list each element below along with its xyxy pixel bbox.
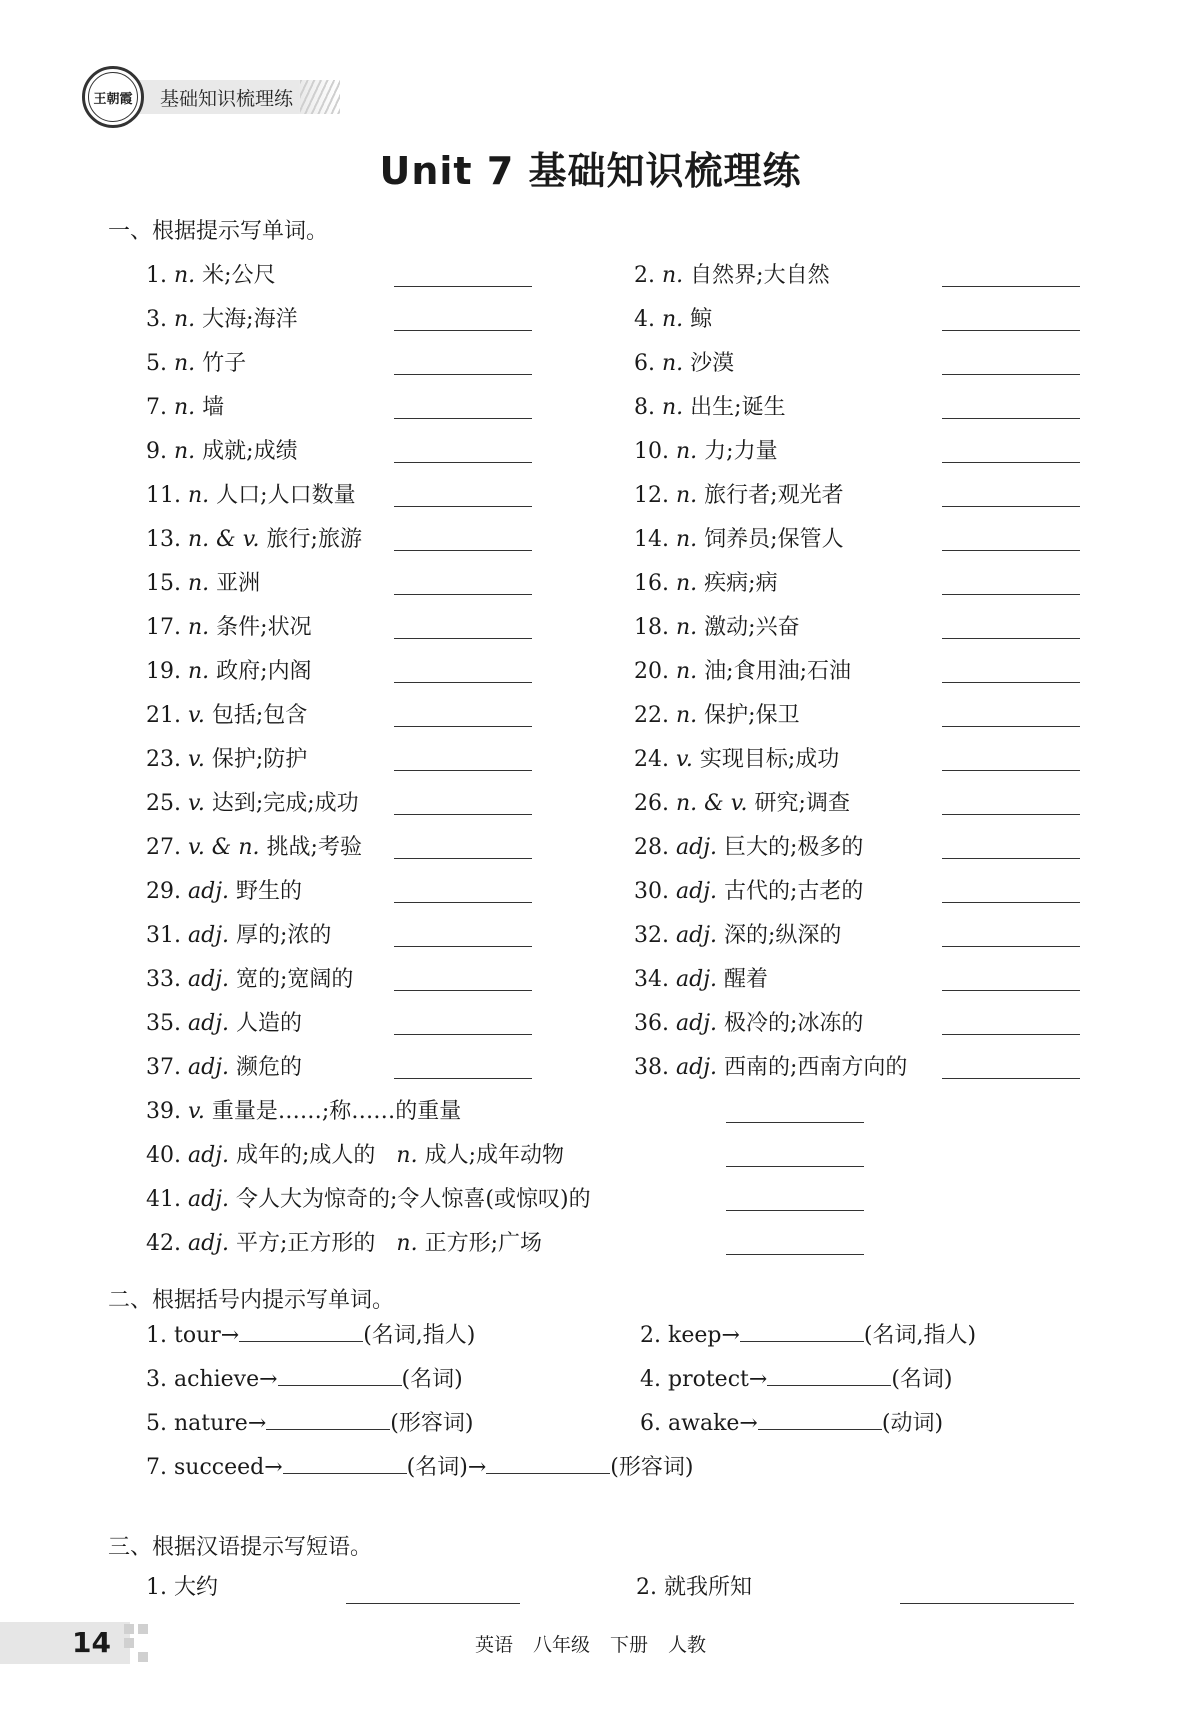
item-number: 7. [146, 395, 167, 420]
section1-item [146, 346, 246, 377]
item-number: 24. [634, 747, 669, 772]
item-hint: (动词) [881, 1411, 944, 1436]
item-meaning: 厚的;浓的 [236, 923, 332, 948]
item-meaning: 力;力量 [704, 439, 778, 464]
part-of-speech: n. [174, 263, 196, 288]
item-number: 20. [634, 659, 669, 684]
section1-wide-item [146, 1094, 461, 1125]
answer-blank[interactable] [942, 418, 1080, 419]
section1-item [146, 654, 312, 685]
answer-blank[interactable] [758, 1409, 882, 1430]
section1-item [634, 434, 778, 465]
answer-blank[interactable] [394, 990, 532, 991]
part-of-speech: n. & v. [188, 527, 260, 552]
part-of-speech: n. [676, 439, 698, 464]
answer-blank[interactable] [767, 1365, 891, 1386]
item-meaning: 令人大为惊奇的;令人惊喜(或惊叹)的 [236, 1187, 591, 1212]
part-of-speech: n. [188, 659, 210, 684]
part-of-speech: n. [174, 307, 196, 332]
answer-blank[interactable] [278, 1365, 402, 1386]
item-meaning: 醒着 [724, 967, 769, 992]
section1-item [634, 698, 800, 729]
header-stripes [300, 80, 340, 114]
item-number: 6. [640, 1411, 661, 1436]
section1-item [146, 874, 302, 905]
item-number: 3. [146, 1367, 167, 1392]
part-of-speech: n. [662, 351, 684, 376]
section2-item [146, 1362, 463, 1393]
answer-blank[interactable] [942, 770, 1080, 771]
item-word: achieve→ [174, 1367, 278, 1392]
item-number: 38. [634, 1055, 669, 1080]
part-of-speech: n. [676, 483, 698, 508]
answer-blank[interactable] [726, 1122, 864, 1123]
part-of-speech: adj. [188, 1011, 230, 1036]
answer-blank[interactable] [726, 1166, 864, 1167]
answer-blank[interactable] [942, 858, 1080, 859]
answer-blank[interactable] [394, 770, 532, 771]
item-number: 23. [146, 747, 181, 772]
part-of-speech: v. & n. [188, 835, 260, 860]
answer-blank[interactable] [394, 550, 532, 551]
answer-blank[interactable] [283, 1453, 407, 1474]
answer-blank[interactable] [394, 374, 532, 375]
answer-blank[interactable] [394, 638, 532, 639]
item-number: 21. [146, 703, 181, 728]
part-of-speech: n. [174, 395, 196, 420]
section3-title: 三、根据汉语提示写短语。 [108, 1535, 373, 1560]
part-of-speech: n. [174, 439, 196, 464]
section1-item [634, 1050, 907, 1081]
section1-item [634, 302, 712, 333]
part-of-speech: adj. [188, 879, 230, 904]
answer-blank[interactable] [942, 1034, 1080, 1035]
item-meaning: 沙漠 [690, 351, 735, 376]
answer-blank[interactable] [942, 946, 1080, 947]
item-number: 18. [634, 615, 669, 640]
answer-blank[interactable] [239, 1321, 363, 1342]
part-of-speech: n. [188, 615, 210, 640]
item-number: 10. [634, 439, 669, 464]
item-hint: (形容词) [390, 1411, 474, 1436]
item-number: 33. [146, 967, 181, 992]
section2-item [640, 1362, 952, 1393]
section2-item-7 [146, 1450, 693, 1481]
item-meaning: 大海;海洋 [202, 307, 298, 332]
item-meaning: 包括;包含 [211, 703, 308, 728]
part-of-speech: n. [676, 571, 698, 596]
answer-blank[interactable] [942, 594, 1080, 595]
part-of-speech: n. [676, 703, 698, 728]
item-meaning: 鲸 [690, 307, 713, 332]
item-hint: (形容词) [610, 1455, 694, 1480]
answer-blank[interactable] [942, 638, 1080, 639]
item-meaning: 平方;正方形的 [236, 1231, 376, 1256]
item-meaning: 古代的;古老的 [724, 879, 864, 904]
item-number: 2. [636, 1575, 657, 1600]
section3-item-2 [636, 1570, 752, 1601]
item-meaning: 研究;调查 [754, 791, 850, 816]
part-of-speech: v. [188, 747, 205, 772]
answer-blank[interactable] [394, 1078, 532, 1079]
logo-text: 王朝霞 [88, 72, 138, 122]
item-number: 5. [146, 351, 167, 376]
item-hint: (名词,指人) [363, 1323, 476, 1348]
item-number: 1. [146, 1575, 167, 1600]
section1-item [634, 610, 800, 641]
answer-blank[interactable] [942, 726, 1080, 727]
item-number: 12. [634, 483, 669, 508]
section1-item [146, 698, 307, 729]
section1-item [634, 258, 830, 289]
section2-item [640, 1406, 943, 1437]
item-number: 2. [640, 1323, 661, 1348]
answer-blank[interactable] [942, 506, 1080, 507]
item-number: 35. [146, 1011, 181, 1036]
header-label-text: 基础知识梳理练 [160, 87, 294, 110]
answer-blank[interactable] [942, 682, 1080, 683]
item-number: 15. [146, 571, 181, 596]
item-meaning: 饲养员;保管人 [704, 527, 844, 552]
item-meaning: 成就;成绩 [202, 439, 298, 464]
item-number: 25. [146, 791, 181, 816]
answer-blank[interactable] [346, 1603, 520, 1604]
item-meaning: 米;公尺 [202, 263, 276, 288]
section1-item [146, 522, 362, 553]
item-meaning: 濒危的 [236, 1055, 303, 1080]
section1-item [146, 962, 353, 993]
item-number: 4. [640, 1367, 661, 1392]
answer-blank[interactable] [394, 418, 532, 419]
item-number: 6. [634, 351, 655, 376]
section1-title: 一、根据提示写单词。 [108, 219, 329, 244]
item-hint: (名词) [401, 1367, 463, 1392]
item-meaning: 宽的;宽阔的 [236, 967, 354, 992]
item-number: 2. [634, 263, 655, 288]
section2-item [640, 1318, 976, 1349]
item-number: 40. [146, 1143, 181, 1168]
item-number: 22. [634, 703, 669, 728]
item-word: protect→ [668, 1367, 768, 1392]
answer-blank[interactable] [394, 330, 532, 331]
part-of-speech: n. [174, 351, 196, 376]
part-of-speech: v. [188, 703, 205, 728]
item-meaning: 保护;防护 [211, 747, 308, 772]
item-meaning: 条件;状况 [216, 615, 312, 640]
answer-blank[interactable] [740, 1321, 864, 1342]
answer-blank[interactable] [394, 1034, 532, 1035]
section1-item [634, 654, 851, 685]
item-number: 27. [146, 835, 181, 860]
item-word: awake→ [668, 1411, 758, 1436]
answer-blank[interactable] [942, 902, 1080, 903]
section1-wide-item [146, 1138, 564, 1169]
part-of-speech: adj. [188, 1143, 230, 1168]
item-meaning: 西南的;西南方向的 [724, 1055, 908, 1080]
section2-title: 二、根据括号内提示写单词。 [108, 1288, 395, 1313]
item-meaning: 极冷的;冰冻的 [724, 1011, 864, 1036]
section1-wide-item [146, 1182, 591, 1213]
part-of-speech: n. [188, 571, 210, 596]
item-number: 31. [146, 923, 181, 948]
item-number: 7. [146, 1455, 167, 1480]
item-meaning: 正方形;广场 [424, 1231, 543, 1256]
item-word: nature→ [174, 1411, 267, 1436]
section1-item [146, 830, 362, 861]
answer-blank[interactable] [394, 594, 532, 595]
section1-item [634, 1006, 863, 1037]
section1-item [634, 874, 863, 905]
section1-item [634, 390, 786, 421]
item-meaning: 激动;兴奋 [704, 615, 800, 640]
item-meaning: 自然界;大自然 [690, 263, 830, 288]
section1-item [146, 1050, 302, 1081]
part-of-speech: n. [676, 527, 698, 552]
item-word: succeed→ [174, 1455, 283, 1480]
item-number: 1. [146, 263, 167, 288]
item-number: 37. [146, 1055, 181, 1080]
item-number: 29. [146, 879, 181, 904]
section1-item [634, 522, 844, 553]
section1-item [634, 742, 839, 773]
item-number: 19. [146, 659, 181, 684]
answer-blank[interactable] [266, 1409, 390, 1430]
section1-item [146, 786, 359, 817]
item-number: 8. [634, 395, 655, 420]
part-of-speech: adj. [188, 967, 230, 992]
section1-item [634, 962, 768, 993]
part-of-speech: v. [188, 791, 205, 816]
part-of-speech: v. [188, 1099, 205, 1124]
answer-blank[interactable] [486, 1453, 610, 1474]
section1-item [634, 786, 850, 817]
part-of-speech: adj. [188, 1055, 230, 1080]
part-of-speech: n. [396, 1143, 418, 1168]
part-of-speech: adj. [676, 1055, 718, 1080]
answer-blank[interactable] [942, 814, 1080, 815]
item-word: keep→ [668, 1323, 740, 1348]
section1-item [146, 258, 276, 289]
footer-info: 英语 八年级 下册 人教 [474, 1634, 707, 1656]
answer-blank[interactable] [942, 550, 1080, 551]
item-number: 16. [634, 571, 669, 596]
item-meaning: 人造的 [236, 1011, 303, 1036]
answer-blank[interactable] [394, 726, 532, 727]
item-meaning: 就我所知 [664, 1575, 753, 1600]
section1-item [634, 830, 863, 861]
item-number: 3. [146, 307, 167, 332]
page-number: 14 [72, 1626, 111, 1659]
answer-blank[interactable] [942, 286, 1080, 287]
item-number: 34. [634, 967, 669, 992]
part-of-speech: n. [676, 615, 698, 640]
answer-blank[interactable] [726, 1254, 864, 1255]
item-number: 11. [146, 483, 181, 508]
part-of-speech: v. [676, 747, 693, 772]
part-of-speech: n. [188, 483, 210, 508]
item-meaning: 达到;完成;成功 [211, 791, 359, 816]
part-of-speech: n. [396, 1231, 418, 1256]
item-number: 14. [634, 527, 669, 552]
answer-blank[interactable] [394, 946, 532, 947]
item-meaning: 重量是……;称……的重量 [211, 1099, 462, 1124]
part-of-speech: adj. [676, 1011, 718, 1036]
part-of-speech: adj. [676, 967, 718, 992]
item-meaning: 墙 [202, 395, 225, 420]
answer-blank[interactable] [942, 374, 1080, 375]
section1-item [146, 610, 312, 641]
item-meaning: 疾病;病 [704, 571, 778, 596]
item-meaning: 政府;内阁 [216, 659, 312, 684]
item-meaning: 深的;纵深的 [724, 923, 842, 948]
item-number: 30. [634, 879, 669, 904]
publisher-logo [82, 66, 144, 128]
item-meaning: 巨大的;极多的 [724, 835, 864, 860]
part-of-speech: n. [662, 307, 684, 332]
section1-item [634, 918, 841, 949]
part-of-speech: n. [662, 395, 684, 420]
item-number: 42. [146, 1231, 181, 1256]
part-of-speech: adj. [188, 923, 230, 948]
answer-blank[interactable] [942, 330, 1080, 331]
item-number: 9. [146, 439, 167, 464]
answer-blank[interactable] [394, 902, 532, 903]
answer-blank[interactable] [394, 286, 532, 287]
item-number: 39. [146, 1099, 181, 1124]
section1-item [146, 390, 224, 421]
item-meaning: 出生;诞生 [690, 395, 786, 420]
answer-blank[interactable] [900, 1603, 1074, 1604]
answer-blank[interactable] [394, 858, 532, 859]
item-hint: (名词) [891, 1367, 953, 1392]
section2-item [146, 1406, 473, 1437]
section3-item-1 [146, 1570, 218, 1601]
answer-blank[interactable] [394, 506, 532, 507]
item-number: 32. [634, 923, 669, 948]
answer-blank[interactable] [394, 462, 532, 463]
section1-wide-item [146, 1226, 542, 1257]
item-word: tour→ [174, 1323, 240, 1348]
section1-item [634, 478, 844, 509]
part-of-speech: adj. [188, 1231, 230, 1256]
item-hint: (名词)→ [406, 1455, 487, 1480]
item-number: 13. [146, 527, 181, 552]
item-meaning: 旅行;旅游 [266, 527, 362, 552]
part-of-speech: adj. [676, 879, 718, 904]
part-of-speech: n. & v. [676, 791, 748, 816]
section1-item [146, 742, 307, 773]
answer-blank[interactable] [942, 1078, 1080, 1079]
item-number: 1. [146, 1323, 167, 1348]
section1-item [146, 478, 356, 509]
item-meaning: 实现目标;成功 [699, 747, 840, 772]
item-meaning: 保护;保卫 [704, 703, 800, 728]
part-of-speech: n. [662, 263, 684, 288]
section1-item [146, 302, 298, 333]
page-title: Unit 7 基础知识梳理练 [379, 149, 802, 193]
item-number: 5. [146, 1411, 167, 1436]
item-meaning: 亚洲 [216, 571, 261, 596]
section1-item [146, 434, 298, 465]
item-meaning: 成人;成年动物 [424, 1143, 565, 1168]
item-meaning: 挑战;考验 [266, 835, 362, 860]
item-number: 4. [634, 307, 655, 332]
item-meaning: 成年的;成人的 [236, 1143, 376, 1168]
answer-blank[interactable] [726, 1210, 864, 1211]
part-of-speech: adj. [188, 1187, 230, 1212]
section2-item [146, 1318, 475, 1349]
answer-blank[interactable] [942, 462, 1080, 463]
item-number: 41. [146, 1187, 181, 1212]
section1-item [146, 1006, 302, 1037]
answer-blank[interactable] [394, 682, 532, 683]
item-meaning: 人口;人口数量 [216, 483, 356, 508]
section1-item [634, 566, 778, 597]
item-number: 36. [634, 1011, 669, 1036]
item-hint: (名词,指人) [863, 1323, 977, 1348]
section1-item [146, 918, 331, 949]
part-of-speech: adj. [676, 923, 718, 948]
item-number: 17. [146, 615, 181, 640]
part-of-speech: adj. [676, 835, 718, 860]
item-meaning: 油;食用油;石油 [704, 659, 851, 684]
item-meaning: 野生的 [236, 879, 303, 904]
section1-item [634, 346, 734, 377]
item-meaning: 旅行者;观光者 [704, 483, 844, 508]
item-number: 26. [634, 791, 669, 816]
item-number: 28. [634, 835, 669, 860]
part-of-speech: n. [676, 659, 698, 684]
item-meaning: 大约 [174, 1575, 219, 1600]
item-meaning: 竹子 [202, 351, 247, 376]
answer-blank[interactable] [942, 990, 1080, 991]
section1-item [146, 566, 260, 597]
answer-blank[interactable] [394, 814, 532, 815]
